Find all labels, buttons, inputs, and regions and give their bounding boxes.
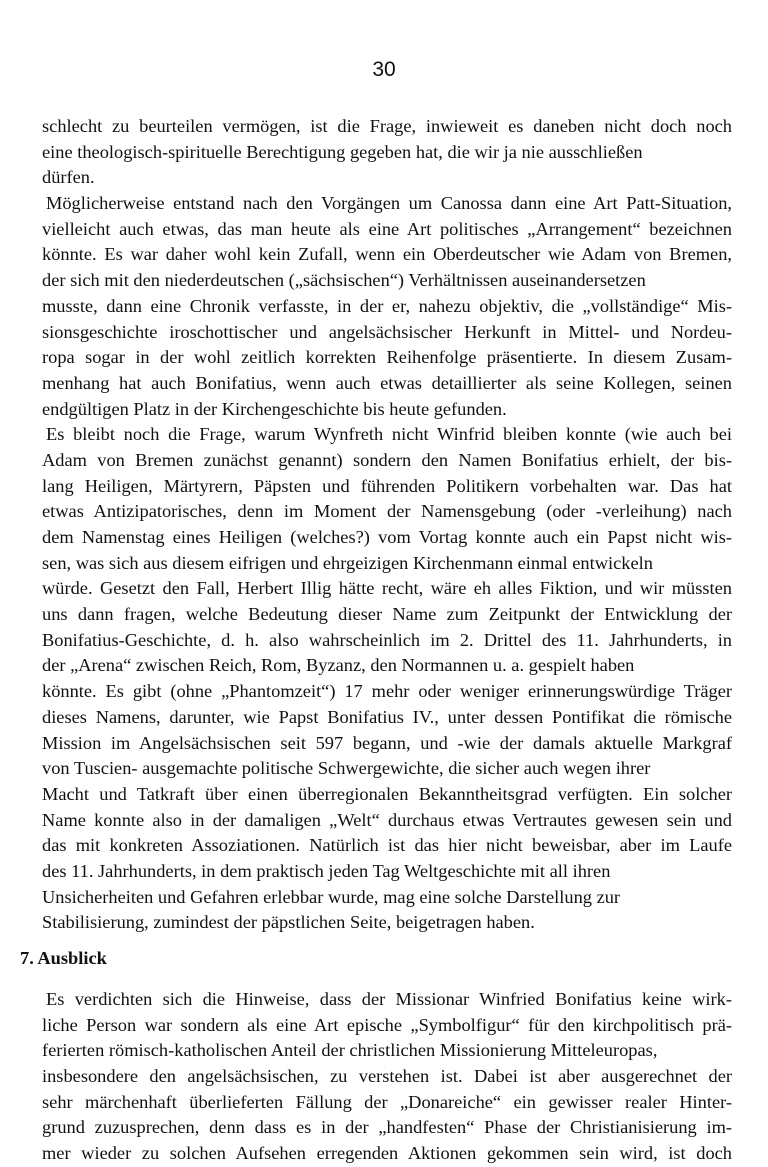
text-line: Möglicherweise entstand nach den Vorgängen um Canossa dann eine Art Patt-Situation, [46,193,732,214]
text-line: insbesondere den angelsächsischen, zu verstehen ist. Dabei ist aber ausgerechnet der [42,1066,732,1087]
paragraph [42,191,732,422]
text-line: das mit konkreten Assoziationen. Natürlich ist das hier nicht beweisbar, aber im Laufe [42,835,732,856]
paragraph [42,987,732,1167]
text-line: Adam von Bremen zunächst genannt) sondern den Namen Bonifatius erhielt, der bis- [42,449,732,470]
text-line: der sich mit den niederdeutschen („sächsischen“) Verhältnissen auseinandersetzen [42,270,646,291]
body-text-before [42,114,732,936]
text-line: mer wieder zu solchen Aufsehen erregenden Aktionen gekommen sein wird, ist doch [42,1143,732,1164]
text-line: Bonifatius-Geschichte, d. h. also wahrscheinlich im 2. Drittel des 11. Jahrhunderts, in [42,629,732,650]
text-line: würde. Gesetzt den Fall, Herbert Illig hätte recht, wäre eh alles Fiktion, und wir müssten [42,578,732,599]
text-line: sehr märchenhaft überlieferten Fällung der „Donareiche“ ein gewisser realer Hinter- [42,1091,732,1112]
text-line: Stabilisierung, zumindest der päpstlichen Seite, beigetragen haben. [42,912,535,933]
text-line: sen, was sich aus diesem eifrigen und ehrgeizigen Kirchenmann einmal entwickeln [42,552,653,573]
section-heading: 7. Ausblick [20,948,107,968]
text-line: menhang hat auch Bonifatius, wenn auch etwas detaillierter als seine Kollegen, seinen [42,372,732,393]
text-line: sionsgeschichte iroschottischer und angelsächsischer Herkunft in Mittel- und Nordeu- [42,321,732,342]
text-line: endgültigen Platz in der Kirchengeschichte bis heute gefunden. [42,398,507,419]
text-line: Es verdichten sich die Hinweise, dass der Missionar Winfried Bonifatius keine wirk- [46,989,732,1009]
text-line: des 11. Jahrhunderts, in dem praktisch jeden Tag Weltgeschichte mit all ihren [42,860,611,881]
text-line: Mission im Angelsächsischen seit 597 begann, und -wie der damals aktuelle Markgraf [42,732,732,753]
text-line: könnte. Es war daher wohl kein Zufall, wenn ein Oberdeutscher wie Adam von Bremen, [42,244,732,265]
paragraph [42,422,732,936]
text-line: liche Person war sondern als eine Art epische „Symbolfigur“ für den kirchpolitisch prä- [42,1014,732,1035]
text-line: dem Namenstag eines Heiligen (welches?) vom Vortag konnte auch ein Papst nicht wis- [42,527,732,547]
text-line: der „Arena“ zwischen Reich, Rom, Byzanz, den Normannen u. a. gespielt haben [42,655,635,676]
text-line: Name konnte also in der damaligen „Welt“ durchaus etwas Vertrautes gewesen sein und [42,809,732,830]
text-line: ropa sogar in der wohl zeitlich korrekten Reihenfolge präsentierte. In diesem Zusam- [42,347,732,368]
text-line: schlecht zu beurteilen vermögen, ist die Frage, inwieweit es daneben nicht doch noch [42,116,732,136]
text-line: eine theologisch-spirituelle Berechtigung gegeben hat, die wir ja nie ausschließen [42,141,643,162]
text-line: dürfen. [42,167,95,188]
paragraph [42,114,732,191]
body-text-after [42,987,732,1167]
text-line: Unsicherheiten und Gefahren erlebbar wurde, mag eine solche Darstellung zur [42,886,621,907]
text-line: vielleicht auch etwas, das man heute als eine Art politisches „Arrangement“ bezeichnen [42,218,732,239]
page-number: 30 [372,58,396,81]
text-line: uns dann fragen, welche Bedeutung dieser Name zum Zeitpunkt der Entwicklung der [42,604,732,625]
text-line: könnte. Es gibt (ohne „Phantomzeit“) 17 mehr oder weniger erinnerungswürdige Träger [42,681,732,702]
text-line: Macht und Tatkraft über einen überregionalen Bekanntheitsgrad verfügten. Ein solcher [42,783,732,804]
text-line: von Tuscien- ausgemachte politische Schwergewichte, die sicher auch wegen ihrer [42,758,651,779]
text-line: etwas Antizipatorisches, denn im Moment der Namensgebung (oder -verleihung) nach [42,501,732,522]
text-line: musste, dann eine Chronik verfasste, in der er, nahezu objektiv, die „vollständige“ Mis- [42,295,732,316]
text-line: dieses Namens, darunter, wie Papst Bonifatius IV., unter dessen Pontifikat die römische [42,706,732,727]
text-line: grund zuzusprechen, denn dass es in der „handfesten“ Phase der Christianisierung im- [42,1117,732,1138]
text-line: ferierten römisch-katholischen Anteil der christlichen Missionierung Mitteleuropas, [42,1040,658,1061]
text-line: Es bleibt noch die Frage, warum Wynfreth nicht Winfrid bleiben konnte (wie auch bei [46,424,732,445]
text-line: lang Heiligen, Märtyrern, Päpsten und führenden Politikern vorbehalten war. Das hat [42,475,732,496]
